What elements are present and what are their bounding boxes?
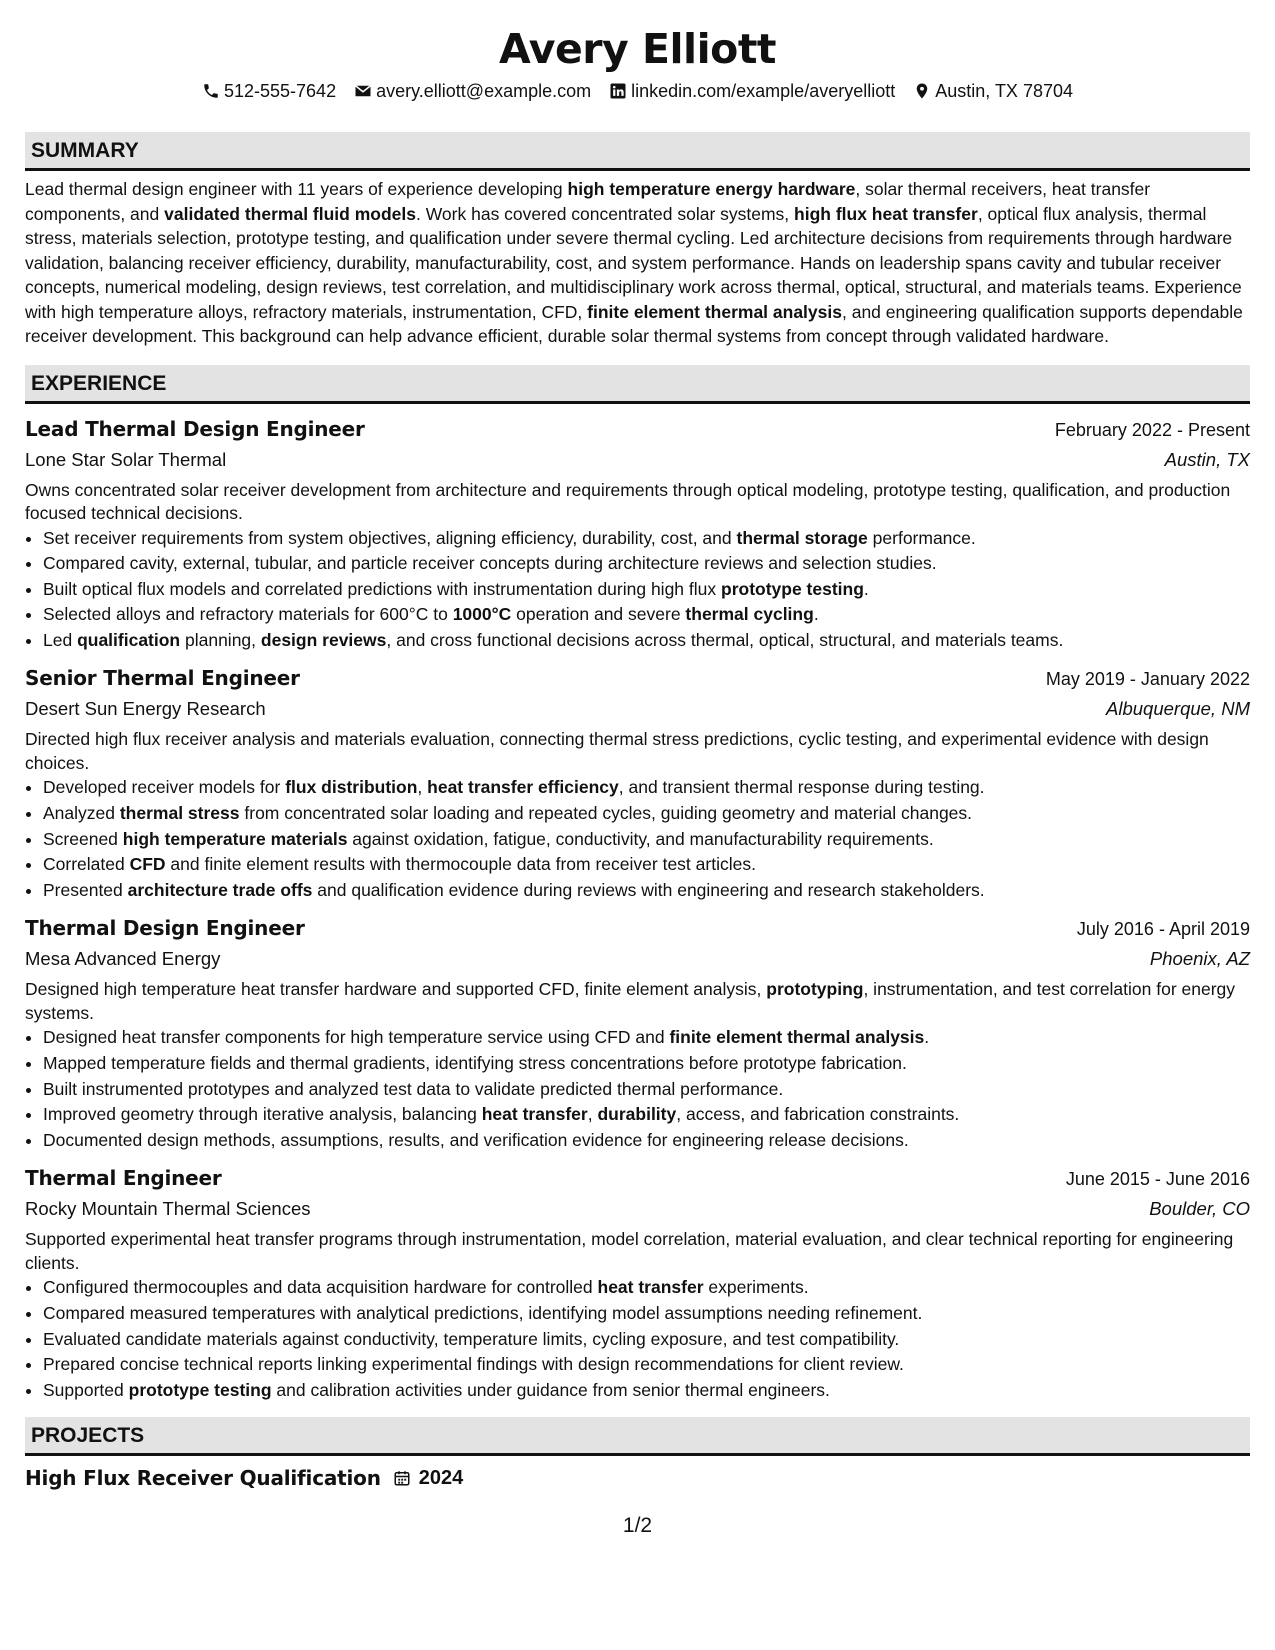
experience-section [25, 365, 1250, 1404]
job-entry [25, 414, 1250, 654]
phone-icon [202, 82, 220, 100]
job-bullet: • Built instrumented prototypes and analyzed test data to validate predicted thermal performance. [43, 1077, 1250, 1103]
project-title: High Flux Receiver Qualification [25, 1466, 381, 1491]
job-bullet: • Selected alloys and refractory materials for 600°C to 1000°C operation and severe thermal cycling. [43, 602, 1250, 628]
project-date [393, 1467, 464, 1490]
job-bullets [25, 526, 1250, 654]
job-bullet: • Supported prototype testing and calibration activities under guidance from senior thermal engineers. [43, 1378, 1250, 1404]
job-dates: February 2022 - Present [1054, 419, 1250, 440]
job-bullets [25, 1275, 1250, 1403]
job-bullet: • Mapped temperature fields and thermal gradients, identifying stress concentrations before prototype fabrication. [43, 1051, 1250, 1077]
job-bullet: • Correlated CFD and finite element results with thermocouple data from receiver test articles. [43, 852, 1250, 878]
job-bullet: • Configured thermocouples and data acquisition hardware for controlled heat transfer experiments. [43, 1275, 1250, 1301]
job-bullet: • Screened high temperature materials against oxidation, fatigue, conductivity, and manufacturability requirements. [43, 827, 1250, 853]
job-bullet: • Evaluated candidate materials against conductivity, temperature limits, cycling exposure, and test compatibility. [43, 1327, 1250, 1353]
job-bullet: • Compared cavity, external, tubular, and particle receiver concepts during architecture reviews and selection studies. [43, 551, 1250, 577]
job-title: Senior Thermal Engineer [25, 666, 300, 691]
job-bullet: • Presented architecture trade offs and qualification evidence during reviews with engineering and research stakeholders. [43, 878, 1250, 904]
job-dates: May 2019 - January 2022 [1045, 669, 1250, 690]
contact-location [913, 78, 1073, 104]
job-location: Austin, TX [1164, 448, 1250, 470]
job-entry [25, 913, 1250, 1153]
job-bullet: • Analyzed thermal stress from concentrated solar loading and repeated cycles, guiding geometry and material changes. [43, 801, 1250, 827]
location-text: Austin, TX 78704 [935, 81, 1073, 101]
linkedin-text: linkedin.com/example/averyelliott [631, 81, 896, 101]
job-title: Lead Thermal Design Engineer [25, 416, 365, 441]
project-year: 2024 [418, 1466, 464, 1489]
candidate-name: Avery Elliott [498, 25, 777, 73]
contact-phone[interactable] [202, 78, 336, 104]
linkedin-icon [609, 82, 627, 100]
job-bullet: • Built optical flux models and correlated predictions with instrumentation during high flux prototype testing. [43, 577, 1250, 603]
summary-text: Lead thermal design engineer with 11 years of experience developing high temperature energy hardware, solar thermal receivers, heat transfer components, and validated thermal fluid models. Work has covered concentrated solar systems, high flux heat transfer, optical flux analysis, thermal stress, materials selection, prototype testing, and qualification under severe thermal cycling. Led architecture decisions from requirements through hardware validation, balancing receiver efficiency, durability, manufacturability, cost, and system performance. Hands on leadership spans cavity and tubular receiver concepts, numerical modeling, design reviews, test correlation, and multidisciplinary work across thermal, optical, structural, and materials teams. Experience with high temperature alloys, refractory materials, instrumentation, CFD, finite element thermal analysis, and engineering qualification supports dependable receiver development. This background can help advance efficient, durable solar thermal systems from concept through validated hardware. [25, 179, 1243, 346]
job-location: Boulder, CO [1149, 1198, 1250, 1220]
section-heading-experience: EXPERIENCE [25, 365, 1250, 404]
contact-bar [25, 78, 1250, 104]
job-entry [25, 1163, 1250, 1403]
job-bullets [25, 775, 1250, 903]
job-entry [25, 663, 1250, 903]
contact-email[interactable] [354, 78, 591, 104]
job-bullet: • Prepared concise technical reports linking experimental findings with design recommendations for client review. [43, 1352, 1250, 1378]
job-bullet: • Developed receiver models for flux distribution, heat transfer efficiency, and transient thermal response during testing. [43, 775, 1250, 801]
email-text: avery.elliott@example.com [376, 81, 592, 101]
job-dates: July 2016 - April 2019 [1076, 919, 1250, 940]
section-heading-summary: SUMMARY [25, 132, 1250, 171]
job-bullet: • Led qualification planning, design reviews, and cross functional decisions across thermal, optical, structural, and materials teams. [43, 628, 1250, 654]
job-description: Owns concentrated solar receiver development from architecture and requirements through optical modeling, prototype testing, qualification, and production focused technical decisions. [25, 479, 1231, 523]
job-title: Thermal Design Engineer [25, 916, 305, 941]
projects-section [25, 1417, 1250, 1490]
section-heading-projects: PROJECTS [25, 1417, 1250, 1456]
job-bullets [25, 1025, 1250, 1153]
job-location: Phoenix, AZ [1149, 948, 1250, 970]
resume-page [25, 0, 1250, 1490]
project-entry [25, 1466, 1250, 1490]
map-pin-icon [913, 82, 931, 100]
phone-text: 512-555-7642 [223, 81, 337, 101]
summary-section [25, 132, 1250, 349]
job-bullet: • Compared measured temperatures with analytical predictions, identifying model assumptions needing refinement. [43, 1301, 1250, 1327]
calendar-icon [393, 1469, 411, 1487]
job-company: Mesa Advanced Energy [25, 948, 221, 970]
job-title: Thermal Engineer [25, 1166, 222, 1191]
contact-linkedin[interactable] [609, 78, 895, 104]
job-description: Designed high temperature heat transfer hardware and supported CFD, finite element analysis, prototyping, instrumentation, and test correlation for energy systems. [25, 979, 1236, 1023]
envelope-icon [354, 82, 372, 100]
job-company: Rocky Mountain Thermal Sciences [25, 1198, 311, 1220]
job-description: Directed high flux receiver analysis and materials evaluation, connecting thermal stress predictions, cyclic testing, and experimental evidence with design choices. [25, 729, 1209, 773]
job-description: Supported experimental heat transfer programs through instrumentation, model correlation, material evaluation, and clear technical reporting for engineering clients. [25, 1229, 1234, 1273]
job-bullet: • Improved geometry through iterative analysis, balancing heat transfer, durability, access, and fabrication constraints. [43, 1102, 1250, 1128]
job-location: Albuquerque, NM [1106, 698, 1250, 720]
page-number: 1/2 [622, 1514, 653, 1537]
job-bullet: • Documented design methods, assumptions, results, and verification evidence for engineering release decisions. [43, 1128, 1250, 1154]
job-bullet: • Designed heat transfer components for high temperature service using CFD and finite element thermal analysis. [43, 1025, 1250, 1051]
job-company: Lone Star Solar Thermal [25, 448, 227, 470]
job-company: Desert Sun Energy Research [25, 698, 266, 720]
job-bullet: • Set receiver requirements from system objectives, aligning efficiency, durability, cost, and thermal storage performance. [43, 526, 1250, 552]
job-dates: June 2015 - June 2016 [1065, 1169, 1250, 1190]
